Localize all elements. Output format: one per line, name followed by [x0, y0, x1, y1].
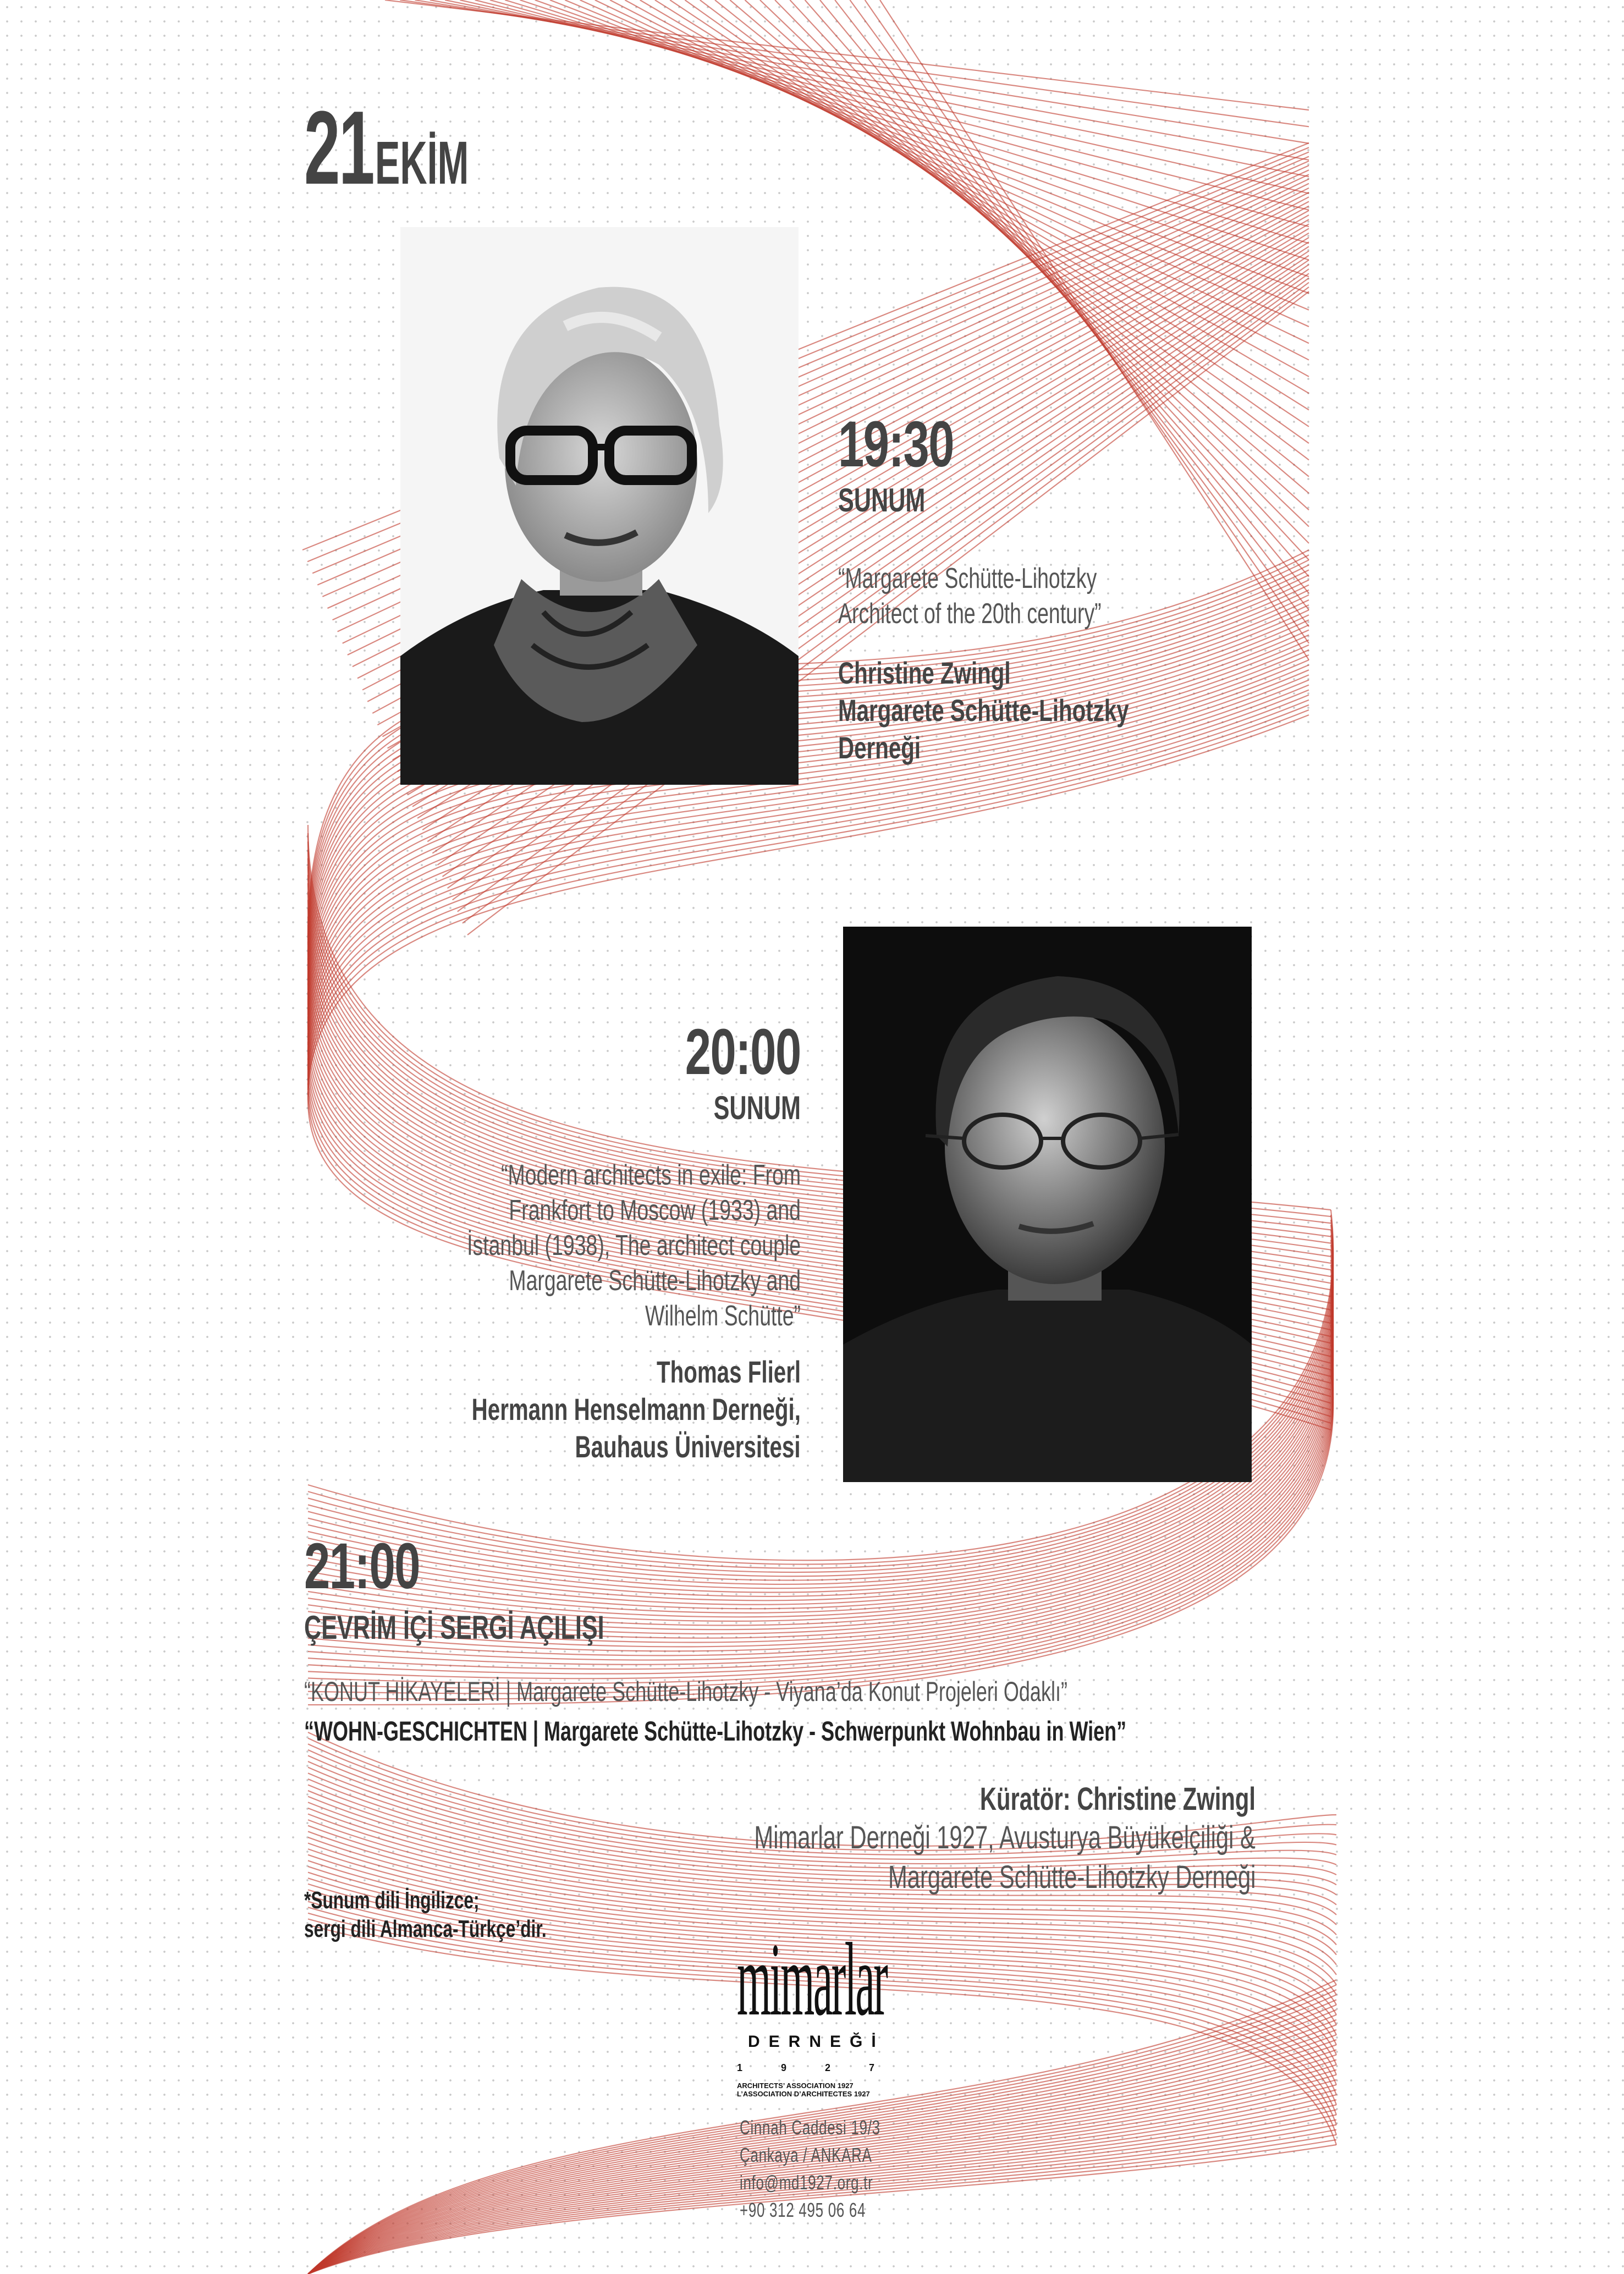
contact-city: Çankaya / ANKARA	[740, 2144, 872, 2166]
logo-year-digit: 9	[780, 2062, 786, 2073]
session-3-credits	[559, 1781, 1256, 1897]
session-1-speaker	[838, 654, 1242, 767]
contact-address: Cinnah Caddesi 19/3	[740, 2116, 880, 2139]
logo-year-digit: 2	[824, 2062, 830, 2073]
logo-year-digit: 1	[737, 2062, 743, 2073]
logo-tagline-en: ARCHITECTS’ ASSOCIATION 1927	[737, 2082, 854, 2090]
session-3-organizers: Mimarlar Derneği 1927, Avusturya Büyükelçiliği &	[754, 1820, 1256, 1855]
portrait-woman-icon	[400, 227, 799, 785]
event-date	[304, 88, 570, 208]
session-2-title-line: “Modern architects in exile: From	[500, 1159, 801, 1191]
session-1-speaker-name: Christine Zwingl	[838, 656, 1011, 690]
session-2-type: SUNUM	[713, 1089, 801, 1126]
logo-wordmark: mimarlar	[737, 1922, 887, 2038]
session-3-title-de: “WOHN-GESCHICHTEN | Margarete Schütte-Lihotzky - Schwerpunkt Wohnbau in Wien”	[304, 1716, 1127, 1747]
session-3	[304, 1529, 1446, 1751]
session-1-time: 19:30	[838, 408, 954, 481]
logo-tagline-fr: L’ASSOCIATION D’ARCHITECTES 1927	[737, 2090, 870, 2098]
footnote-line: sergi dili Almanca-Türkçe’dir.	[304, 1915, 547, 1942]
session-2	[337, 1015, 801, 1466]
session-2-title-line: İstanbul (1938), The architect couple	[466, 1230, 801, 1262]
mimarlar-dernegi-logo	[737, 1922, 891, 2098]
session-2-title-line: Wilhelm Schütte”	[645, 1300, 801, 1332]
session-1-speaker-org: Derneği	[838, 730, 921, 765]
contact-info	[740, 2114, 935, 2224]
session-2-speaker	[337, 1353, 801, 1466]
logo-year	[737, 2062, 874, 2074]
portrait-man-icon	[843, 927, 1252, 1482]
event-date-month: EKİM	[375, 129, 469, 197]
session-2-title-line: Frankfort to Moscow (1933) and	[509, 1194, 801, 1226]
session-2-speaker-org: Hermann Henselmann Derneği,	[471, 1392, 801, 1427]
contact-phone[interactable]: +90 312 495 06 64	[740, 2199, 866, 2221]
speaker-photo-thomas-flierl	[843, 927, 1252, 1482]
session-1-title	[838, 561, 1242, 631]
session-3-organizers: Margarete Schütte-Lihotzky Derneği	[888, 1859, 1256, 1895]
footnote-line: *Sunum dili İngilizce;	[304, 1887, 480, 1914]
language-footnote	[304, 1886, 641, 1943]
session-2-speaker-name: Thomas Flierl	[656, 1355, 801, 1389]
session-2-speaker-org: Bauhaus Üniversitesi	[575, 1429, 801, 1464]
session-1-type: SUNUM	[838, 482, 926, 519]
session-3-title-tr: “KONUT HİKAYELERİ | Margarete Schütte-Lihotzky - Viyana’da Konut Projeleri Odaklı”	[304, 1676, 1067, 1707]
session-1-title-line: Architect of the 20th century”	[838, 598, 1102, 630]
logo-year-digit: 7	[868, 2062, 874, 2073]
event-date-day: 21	[304, 90, 374, 206]
session-2-time: 20:00	[685, 1016, 801, 1088]
session-1	[838, 407, 1242, 767]
session-3-time: 21:00	[304, 1530, 420, 1603]
session-1-title-line: “Margarete Schütte-Lihotzky	[838, 563, 1097, 594]
session-3-curator: Küratör: Christine Zwingl	[979, 1781, 1256, 1817]
session-1-speaker-org: Margarete Schütte-Lihotzky	[838, 693, 1129, 728]
speaker-photo-christine-zwingl	[400, 227, 799, 785]
session-2-title-line: Margarete Schütte-Lihotzky and	[509, 1265, 801, 1297]
session-3-type: ÇEVRİM İÇİ SERGİ AÇILIŞI	[304, 1609, 604, 1646]
logo-subtitle: DERNEĞİ	[748, 2033, 885, 2051]
session-2-title	[337, 1158, 801, 1334]
contact-email[interactable]: info@md1927.org.tr	[740, 2171, 873, 2194]
